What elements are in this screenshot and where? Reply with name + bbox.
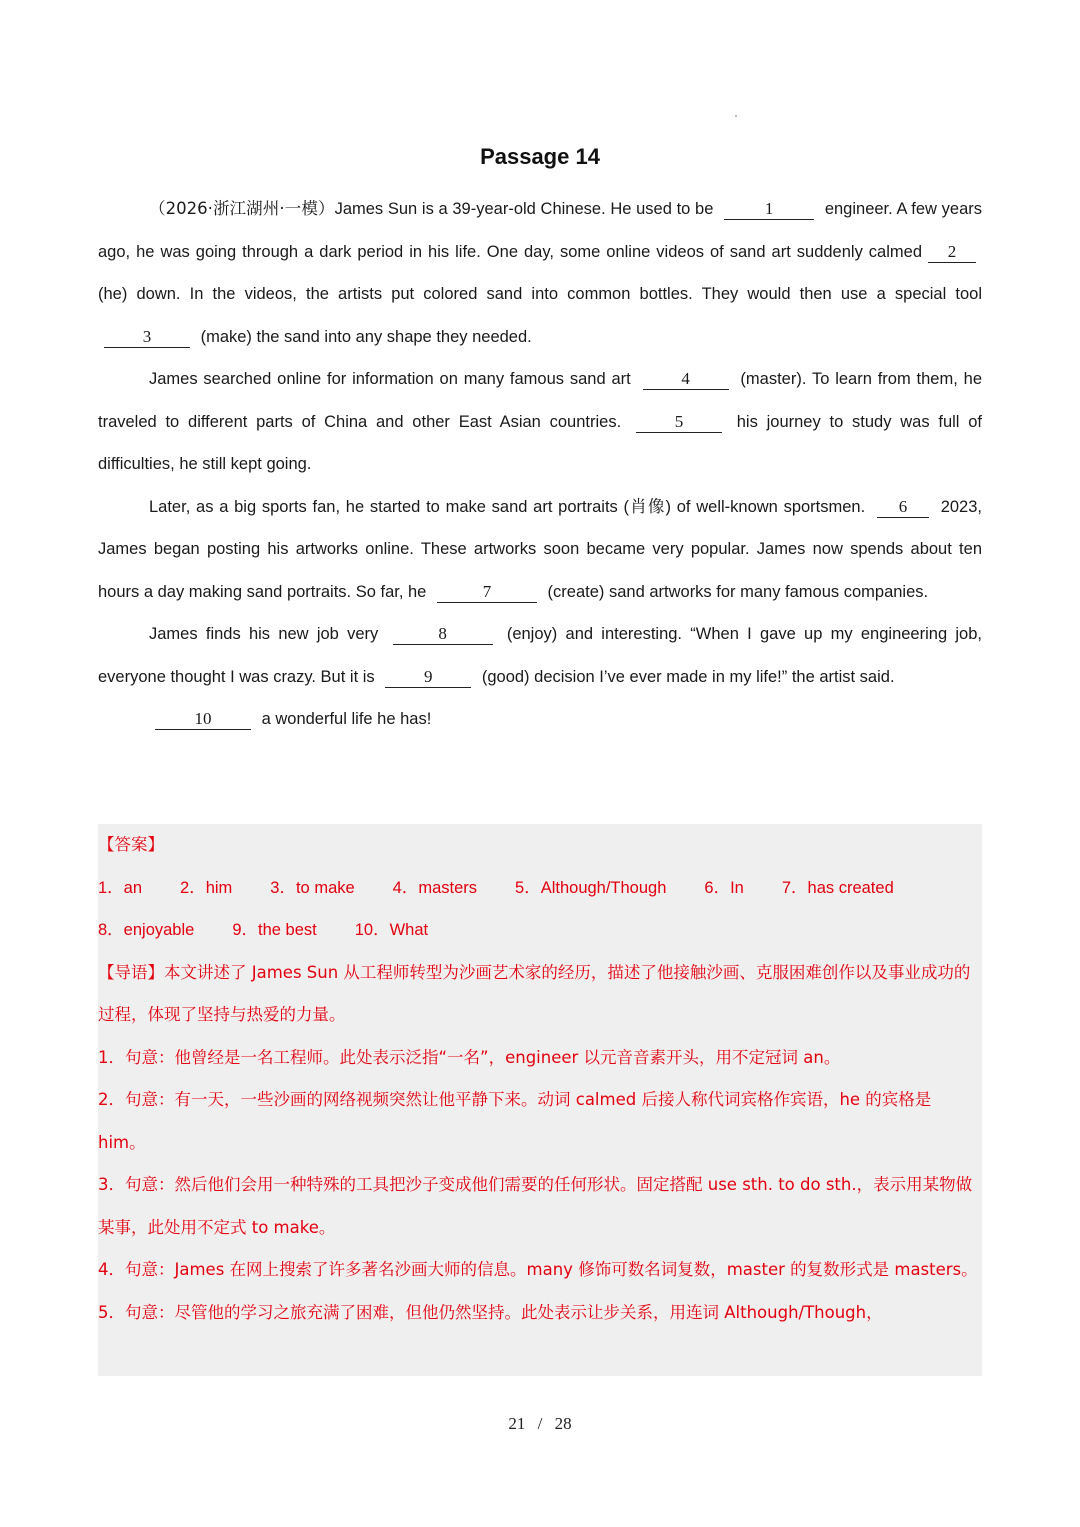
page-separator: / [537, 1414, 543, 1433]
blank-7: 7 [437, 582, 537, 603]
answer-row-2 [98, 909, 982, 952]
p5-text-1: a wonderful life he has! [261, 710, 432, 728]
p2-text-3: his journey to study was full of difficulties, he still kept going. [98, 412, 982, 473]
source-tag: （2026·浙江湖州·一模） [149, 199, 335, 218]
p3-text-3: (create) sand artworks for many famous companies. [547, 582, 929, 601]
p3-text-1: Later, as a big sports fan, he started to make sand art portraits (肖像) of well-known sportsmen. [149, 497, 866, 516]
blank-5: 5 [636, 412, 722, 433]
paragraph-4 [98, 613, 982, 698]
p1-text-2: engineer. A few years ago, he was going through a dark period in his life. One day, some online videos of sand art suddenly calmed [98, 200, 983, 261]
answer-item: 8．enjoyable [98, 921, 195, 939]
answer-item: 2．him [180, 878, 233, 897]
page-number [0, 1414, 1080, 1434]
paragraph-5 [98, 698, 982, 741]
answer-item: 5．Although/Though [515, 878, 667, 897]
p2-text-2: (master). To learn from them, he traveled to different parts of China and other East Asian countries. [98, 370, 983, 431]
blank-3: 3 [104, 327, 190, 348]
blank-8: 8 [393, 624, 493, 645]
paragraph-2 [98, 358, 982, 486]
answer-item: 7．has created [781, 878, 894, 897]
explanation-1: 1．句意：他曾经是一名工程师。此处表示泛指“一名”，engineer 以元音音素开头，用不定冠词 an。 [98, 1047, 841, 1067]
p4-text-3: (good) decision I’ve ever made in my life!” the artist said. [481, 667, 895, 686]
answer-item: 10．What [354, 921, 429, 939]
scan-dot [735, 115, 737, 117]
blank-6: 6 [877, 497, 929, 518]
paragraph-1 [98, 188, 982, 358]
p3-text-2: 2023, James began posting his artworks online. These artworks soon became very popular. James now spends about ten hours a day making sand portraits. So far, he [98, 497, 982, 601]
page-title: Passage 14 [480, 144, 600, 169]
answer-item: 1．an [98, 878, 143, 897]
blank-1: 1 [724, 199, 814, 220]
p4-text-2: (enjoy) and interesting. “When I gave up my engineering job, everyone thought I was crazy. But it is [98, 625, 982, 686]
explanation-5: 5．句意：尽管他的学习之旅充满了困难，但他仍然坚持。此处表示让步关系，用连词 Although/Though， [98, 1302, 883, 1322]
intro-label: 【导语】 [98, 962, 164, 982]
paragraph-3 [98, 486, 982, 614]
answer-row-1 [98, 867, 982, 910]
intro-paragraph [98, 952, 982, 1037]
total-pages: 28 [554, 1414, 572, 1433]
p1-text-1: James Sun is a 39-year-old Chinese. He used to be [334, 200, 714, 218]
answer-section [98, 824, 982, 1376]
current-page: 21 [508, 1414, 526, 1433]
intro-text: 本文讲述了 James Sun 从工程师转型为沙画艺术家的经历，描述了他接触沙画、克服困难创作以及事业成功的过程，体现了坚持与热爱的力量。 [98, 962, 971, 1024]
blank-2: 2 [928, 242, 976, 263]
explanation-2: 2．句意：有一天，一些沙画的网络视频突然让他平静下来。动词 calmed 后接人称代词宾格作宾语，he 的宾格是 him。 [98, 1090, 932, 1152]
answer-item: 9．the best [232, 921, 317, 939]
answer-item: 6．In [704, 878, 744, 897]
p4-text-1: James finds his new job very [149, 625, 379, 643]
blank-10: 10 [155, 709, 251, 730]
p2-text-1: James searched online for information on many famous sand art [149, 370, 631, 388]
p1-text-3: (he) down. In the videos, the artists put colored sand into common bottles. They would then use a special tool [98, 285, 982, 303]
answer-item: 3．to make [270, 878, 355, 897]
p1-text-4: (make) the sand into any shape they needed. [200, 327, 532, 346]
blank-4: 4 [643, 369, 729, 390]
passage-body [98, 188, 982, 741]
answer-item: 4．masters [392, 878, 478, 897]
explanation-3: 3．句意：然后他们会用一种特殊的工具把沙子变成他们需要的任何形状。固定搭配 use sth. to do sth.，表示用某物做某事，此处用不定式 to make。 [98, 1175, 973, 1237]
blank-9: 9 [385, 667, 471, 688]
answer-heading: 【答案】 [98, 836, 164, 854]
explanation-4: 4．句意：James 在网上搜索了许多著名沙画大师的信息。many 修饰可数名词复数，master 的复数形式是 masters。 [98, 1260, 978, 1279]
